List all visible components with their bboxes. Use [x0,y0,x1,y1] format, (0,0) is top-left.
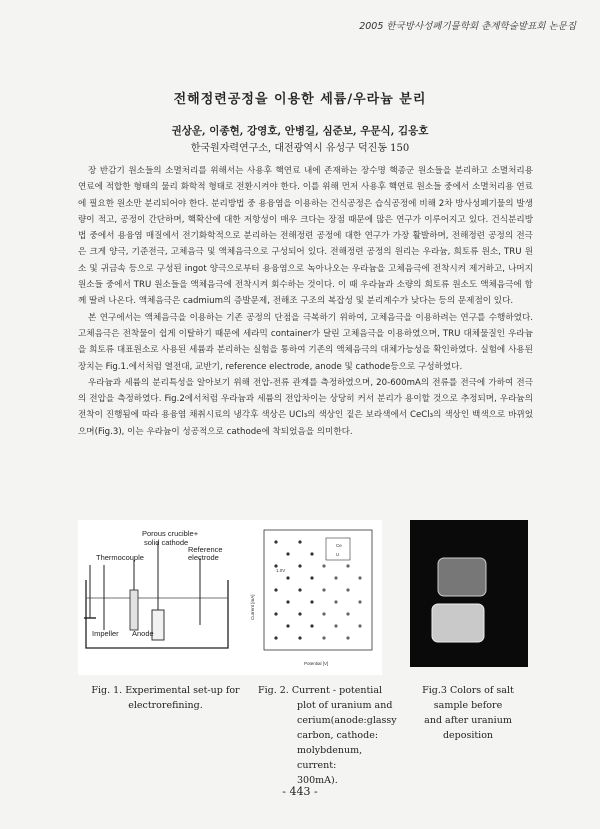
plot-marker [310,552,313,555]
plot-marker [346,636,349,639]
paragraph-2: 본 연구에서는 액체음극을 이용하는 기존 공정의 단점을 극복하기 위하여, 고체음극을 이용하려는 연구를 수행하였다. 고체음극은 전착물이 쉽게 이탈하기 때문에 세라믹 container가 달린 고체음극을 이용하였으며, TRU 대체물질인 우라늄을 희토류 대표원소로 사용된 세륨과 분리하는 실험을 통하여 기존의 액체음극의 대체가능성을 확인하였다. 실험에 사용된 장치는 Fig.1.에서처럼 열전대, 교반기, reference electrode, anode 및 cathode등으로 구성하였다. [78,312,533,372]
plot-marker [322,564,325,567]
plot-marker [346,588,349,591]
anode-basket [130,590,138,630]
figure-3-photo [410,520,528,667]
figure-1-caption: Fig. 1. Experimental set-up for electrorefining. [91,685,240,711]
affiliation: 한국원자력연구소, 대전광역시 유성구 덕진동 150 [190,143,410,154]
plot-marker [286,552,289,555]
y-axis-label: Current [mA] [250,594,255,620]
plot-marker [310,624,313,627]
plot-marker [274,588,277,591]
label-electrode: electrode [188,553,219,562]
label-porous-crucible: Porous crucible+ [142,529,199,538]
porous-crucible [152,610,164,640]
figure-3-caption: Fig.3 Colors of salt sample before and after uranium deposition [422,685,514,741]
label-thermocouple: Thermocouple [96,553,144,562]
plot-marker [358,600,361,603]
plot-marker [334,624,337,627]
paragraph-1: 장 반감기 원소들의 소멸처리를 위해서는 사용후 핵연료 내에 존재하는 장수명 핵종군 원소들을 분리하고 소멸처리용 연료에 적합한 형태의 물리 화학적 형태로 전환시켜야 한다. 이를 위해 먼저 사용후 핵연료 원소들 중에서 소멸처리용 연료에 필요한 원소만 분리되어야 한다. 분리방법 중 용융염을 이용하는 건식공정은 습식공정에 비해 2차 방사성폐기물의 발생량이 적고, 공정이 간단하며, 핵확산에 대한 저항성이 매우 크다는 장점 때문에 많은 연구가 이루어지고 있다. 건식분리방법 중에서 용융염 매질에서 전기화학적으로 분리하는 전해정련 공정에 대한 연구가 가장 활발하며, 전해정련 공정의 전극은 크게 양극, 기준전극, 고체음극 및 액체음극으로 구성되어 있다. 전해정련 공정의 원리는 우라늄, 희토류 원소, TRU 원소 및 귀금속 등으로 구성된 ingot 양극으로부터 용융염으로 녹아나오는 우라늄을 고체음극에 전착시켜 제거하고, 나머지 원소들 중에서 TRU 원소들을 액체음극에 전착시켜 회수하는 것이다. 이 때 우라늄과 소량의 희토류 원소도 액체음극에 함께 딸려 나온다. 액체음극은 cadmium의 증발문제, 전해조 구조의 복잡성 및 분리계수가 낮다는 등의 문제점이 있다. [78,166,533,307]
plot-marker [322,636,325,639]
plot-marker [358,624,361,627]
page-number: - 443 - [282,785,318,798]
plot-marker [274,636,277,639]
plot-marker [274,540,277,543]
legend-ce: Ce [336,543,342,548]
plot-marker [298,564,301,567]
vial-before [438,558,486,596]
plot-marker [298,636,301,639]
abstract-body [78,163,533,440]
label-impeller: Impeller [92,629,119,638]
authors: 권상운, 이종현, 강영호, 안병길, 심준보, 우문식, 김응호 [171,125,429,137]
figure-2-plot [242,520,382,675]
figure-1-setup-diagram [78,520,248,675]
label-anode: Anode [132,629,154,638]
plot-marker [310,600,313,603]
label-reference: Reference [188,545,223,554]
annotation-1v: 1.0V [276,568,286,573]
plot-marker [298,540,301,543]
plot-marker [322,588,325,591]
plot-marker [286,624,289,627]
plot-marker [310,576,313,579]
plot-marker [334,600,337,603]
plot-marker [322,612,325,615]
proceedings-header: 2005 한국방사성폐기물학회 춘계학술발표회 논문집 [359,21,576,32]
plot-marker [358,576,361,579]
plot-marker [346,612,349,615]
plot-marker [286,576,289,579]
legend-u: U [336,552,340,557]
plot-marker [346,564,349,567]
plot-marker [286,600,289,603]
paragraph-3: 우라늄과 세륨의 분리특성을 알아보기 위해 전압-전류 관계를 측정하였으며, 20-600mA의 전류를 전극에 가하여 전극의 전압을 측정하였다. Fig.2에서처럼 우라늄과 세륨의 전압차이는 상당히 커서 분리가 용이할 것으로 추정되며, 우라늄의 전착이 진행됨에 따라 용융염 채취시료의 냉각후 색상은 UCl₃의 색상인 짙은 보라색에서 CeCl₃의 색상인 백색으로 바뀌었으며(Fig.3), 이는 우라늄이 성공적으로 cathode에 착되었음을 의미한다. [78,377,533,437]
plot-marker [298,588,301,591]
label-solid-cathode: solid cathode [144,538,189,547]
plot-marker [298,612,301,615]
x-axis-label: Potential [V] [304,661,329,666]
plot-marker [274,612,277,615]
paper-title: 전해정련공정을 이용한 세륨/우라늄 분리 [173,92,427,107]
plot-marker [334,576,337,579]
figure-2-caption: Fig. 2. Current - potential plot of uranium and cerium(anode:glassy carbon, cathode: molybdenum, current: 300mA). [258,685,397,786]
vial-after [432,604,484,642]
